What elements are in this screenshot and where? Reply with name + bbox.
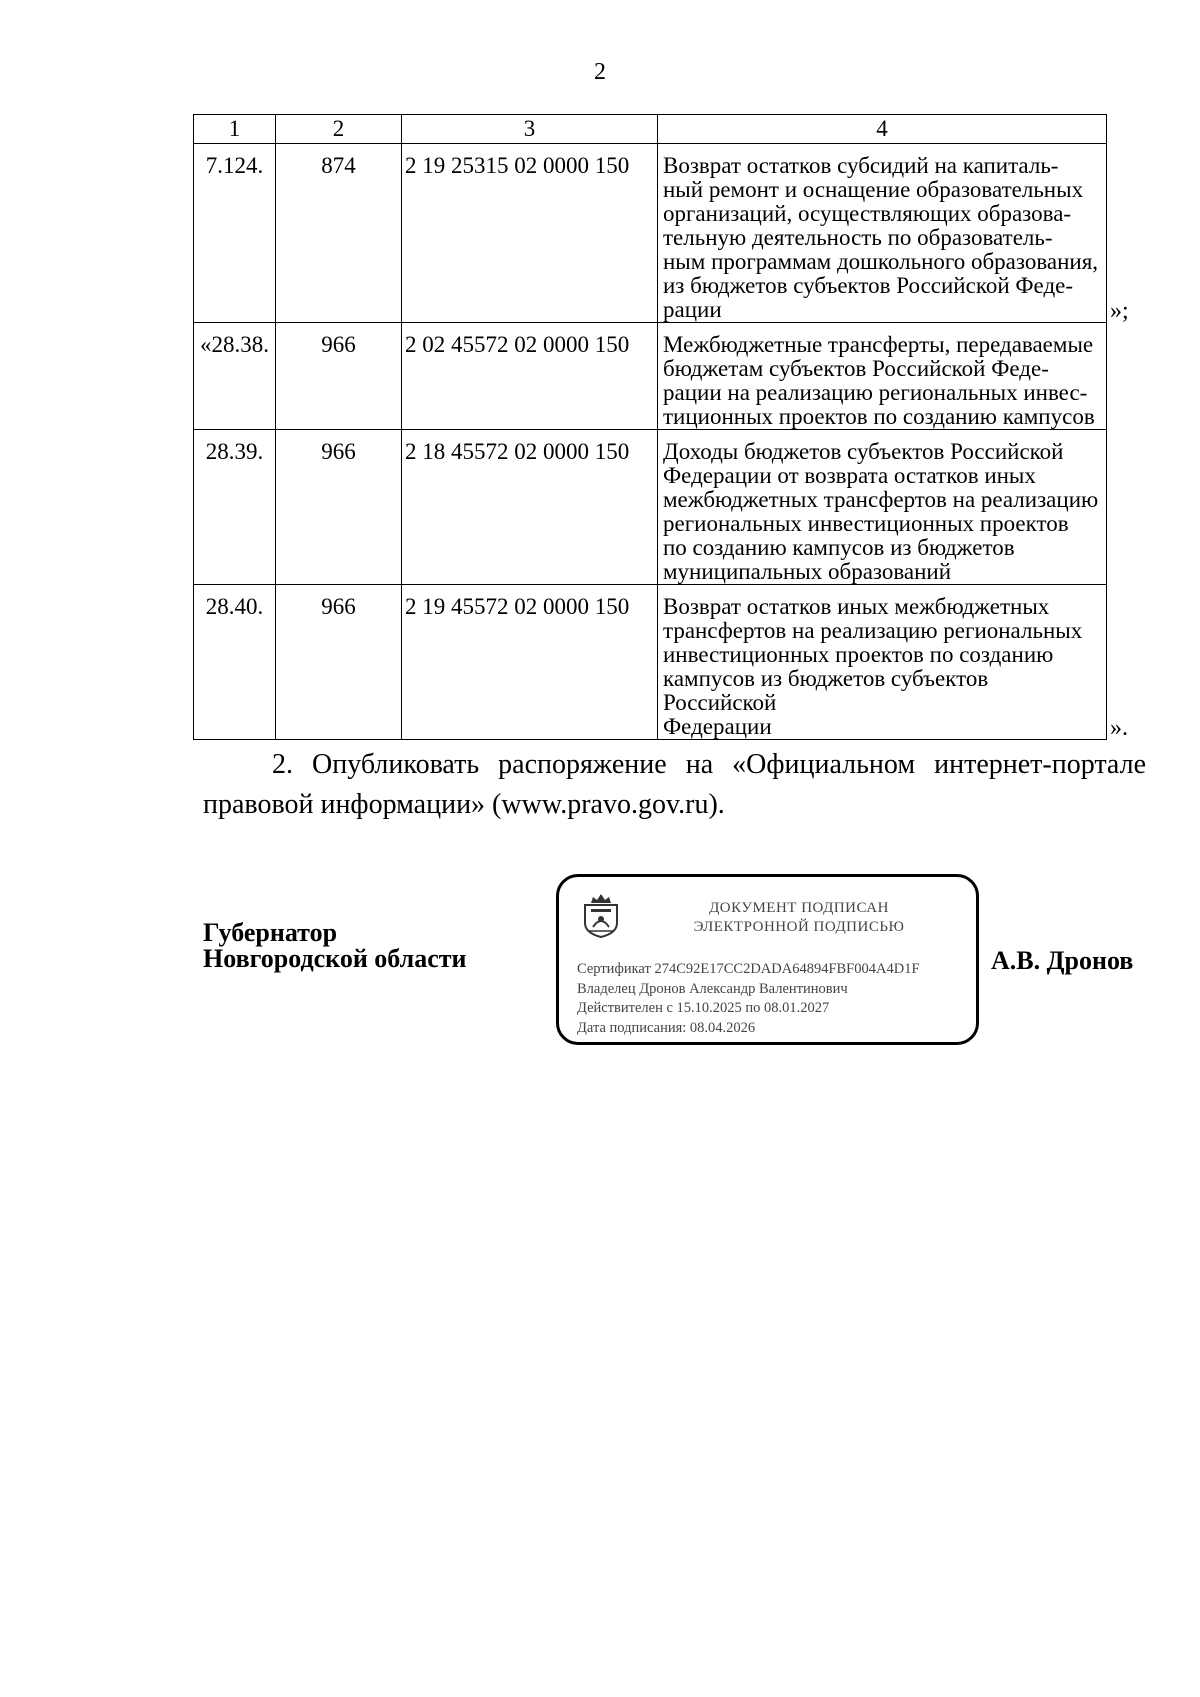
stamp-signed-date: Дата подписания: 08.04.2026 (577, 1019, 756, 1036)
stamp-heading-line: ДОКУМЕНТ ПОДПИСАН (709, 900, 889, 916)
row-description (658, 430, 1107, 585)
row-number: 28.40. (194, 585, 276, 740)
stamp-heading (639, 899, 959, 937)
stamp-certificate: Сертификат 274C92E17CC2DADA64894FBF004A4D1F (577, 961, 920, 977)
table-row (194, 430, 1107, 585)
description-line: Возврат остатков субсидий на капиталь- (663, 153, 1059, 178)
description-line: тельную деятельность по образователь- (663, 225, 1053, 250)
description-line: Федерации (663, 714, 772, 739)
row-number: «28.38. (194, 323, 276, 430)
description-line: Доходы бюджетов субъектов Российской (663, 439, 1064, 464)
row-description (658, 323, 1107, 430)
admin-code: 966 (276, 323, 402, 430)
row-description (658, 144, 1107, 323)
budget-code: 2 19 45572 02 0000 150 (402, 585, 658, 740)
description-line: ный ремонт и оснащение образовательных (663, 177, 1084, 202)
description-line: инвестиционных проектов по созданию (663, 642, 1054, 667)
description-line: кампусов из бюджетов субъектов Российской (663, 666, 989, 715)
description-line: ным программам дошкольного образования, (663, 249, 1099, 274)
budget-classification-table (193, 114, 1107, 740)
stamp-owner: Владелец Дронов Александр Валентинович (577, 980, 848, 997)
description-line: рации (663, 297, 722, 322)
stamp-heading-line: ЭЛЕКТРОННОЙ ПОДПИСЬЮ (693, 919, 905, 935)
publication-paragraph: 2. Опубликовать распоряжение на «Официальном интернет-портале правовой информации» (www.pravo.gov.ru). (203, 749, 1146, 820)
signer-title-line: Новгородской области (203, 944, 467, 973)
signer-title (203, 920, 467, 972)
closing-quote: ». (1110, 714, 1128, 741)
description-line: Межбюджетные трансферты, передаваемые (663, 332, 1094, 357)
stamp-details (577, 960, 920, 1038)
header-cell: 4 (658, 115, 1107, 144)
description-line: Федерации от возврата остатков иных (663, 463, 1036, 488)
stamp-validity: Действителен с 15.10.2025 по 08.01.2027 (577, 1000, 830, 1016)
coat-of-arms-icon (581, 891, 621, 939)
description-line: трансфертов на реализацию региональных (663, 618, 1083, 643)
description-line: бюджетам субъектов Российской Феде- (663, 356, 1049, 381)
signer-name: А.В. Дронов (991, 946, 1134, 975)
table-row (194, 323, 1107, 430)
description-line: организаций, осуществляющих образова- (663, 201, 1072, 226)
row-description (658, 585, 1107, 740)
description-line: Возврат остатков иных межбюджетных (663, 594, 1050, 619)
header-cell: 3 (402, 115, 658, 144)
header-cell: 1 (194, 115, 276, 144)
table-row (194, 144, 1107, 323)
table-header-row (194, 115, 1107, 144)
row-number: 28.39. (194, 430, 276, 585)
admin-code: 874 (276, 144, 402, 323)
description-line: муниципальных образований (663, 559, 952, 584)
budget-code: 2 19 25315 02 0000 150 (402, 144, 658, 323)
signer-title-line: Губернатор (203, 918, 338, 947)
row-number: 7.124. (194, 144, 276, 323)
header-cell: 2 (276, 115, 402, 144)
description-line: рации на реализацию региональных инвес- (663, 380, 1088, 405)
table-row (194, 585, 1107, 740)
description-line: региональных инвестиционных проектов (663, 511, 1069, 536)
admin-code: 966 (276, 585, 402, 740)
budget-code: 2 02 45572 02 0000 150 (402, 323, 658, 430)
description-line: тиционных проектов по созданию кампусов (663, 404, 1095, 429)
description-line: из бюджетов субъектов Российской Феде- (663, 273, 1074, 298)
budget-code: 2 18 45572 02 0000 150 (402, 430, 658, 585)
electronic-signature-stamp (556, 874, 979, 1045)
description-line: по созданию кампусов из бюджетов (663, 535, 1015, 560)
page-number: 2 (594, 59, 606, 85)
closing-quote: »; (1110, 297, 1129, 324)
description-line: межбюджетных трансфертов на реализацию (663, 487, 1099, 512)
admin-code: 966 (276, 430, 402, 585)
